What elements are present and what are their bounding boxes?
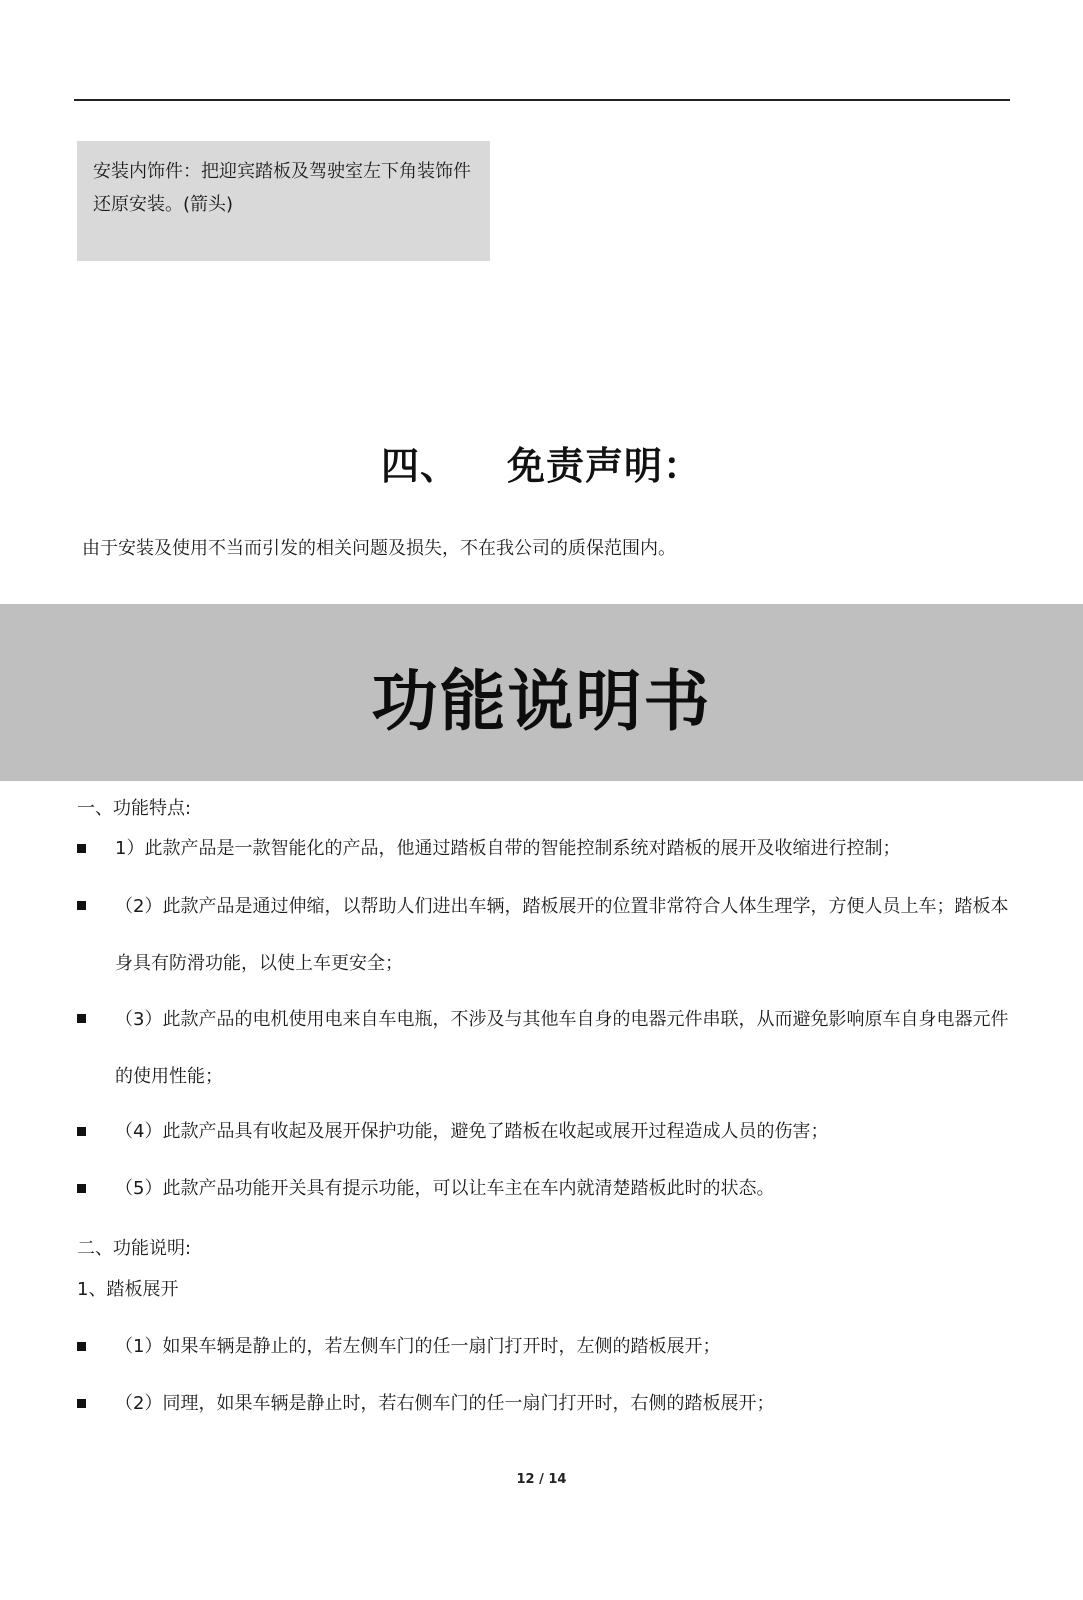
section-number: 四、 xyxy=(380,444,459,488)
install-note-text: 安装内饰件：把迎宾踏板及驾驶室左下角装饰件还原安装。(箭头) xyxy=(93,161,471,215)
manual-title: 功能说明书 xyxy=(371,663,712,740)
page-number: 12 / 14 xyxy=(516,1472,567,1487)
bullet-square-icon xyxy=(77,1399,86,1408)
title-banner xyxy=(0,604,1083,781)
bullet-square-icon xyxy=(77,901,86,910)
bullet-square-icon xyxy=(77,1014,86,1023)
description-subheading: 1、踏板展开 xyxy=(77,1279,179,1300)
section-heading-disclaimer xyxy=(0,435,1083,490)
description-heading: 二、功能说明: xyxy=(77,1238,192,1259)
bullet-square-icon xyxy=(77,1184,86,1193)
install-note-box xyxy=(77,141,490,261)
bullet-square-icon xyxy=(77,1342,86,1351)
bullet-square-icon xyxy=(77,844,86,853)
disclaimer-text: 由于安装及使用不当而引发的相关问题及损失，不在我公司的质保范围内。 xyxy=(82,538,676,559)
section-title: 免责声明： xyxy=(507,444,703,488)
bullet-square-icon xyxy=(77,1127,86,1136)
header-rule xyxy=(74,99,1010,101)
features-heading: 一、功能特点: xyxy=(77,798,192,819)
